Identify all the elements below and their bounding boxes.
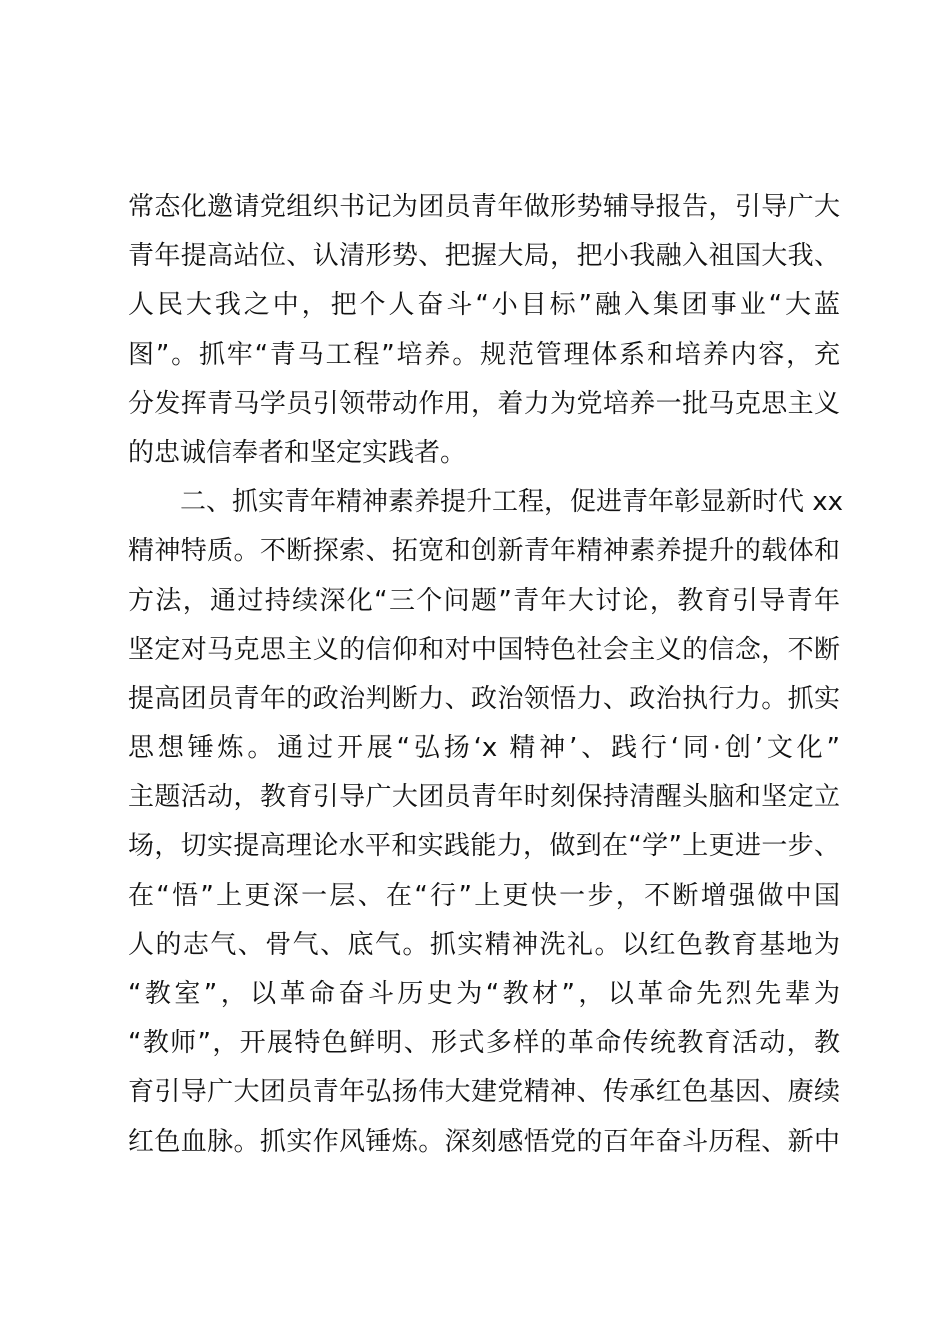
paragraph-2 bbox=[128, 478, 844, 1167]
document-body bbox=[128, 183, 844, 1167]
paragraph-line: 精神特质。不断探索、拓宽和创新青年精神素养提升的载体和 bbox=[128, 536, 840, 567]
paragraph-line: 分发挥青马学员引领带动作用，着力为党培养一批马克思主义 bbox=[128, 388, 840, 419]
paragraph-line: 红色血脉。抓实作风锤炼。深刻感悟党的百年奋斗历程、新中 bbox=[128, 1126, 840, 1157]
paragraph-line: 在“悟”上更深一层、在“行”上更快一步，不断增强做中国 bbox=[128, 880, 840, 911]
paragraph-line: 场，切实提高理论水平和实践能力，做到在“学”上更进一步、 bbox=[128, 831, 840, 862]
paragraph-line: “教师”，开展特色鲜明、形式多样的革命传统教育活动，教 bbox=[128, 1028, 840, 1059]
paragraph-line: 主题活动，教育引导广大团员青年时刻保持清醒头脑和坚定立 bbox=[128, 782, 840, 813]
paragraph-line: 常态化邀请党组织书记为团员青年做形势辅导报告，引导广大 bbox=[128, 192, 840, 222]
paragraph-line: 图”。抓牢“青马工程”培养。规范管理体系和培养内容，充 bbox=[128, 339, 840, 370]
paragraph-line: 育引导广大团员青年弘扬伟大建党精神、传承红色基因、赓续 bbox=[128, 1077, 840, 1108]
paragraph-line: “教室”，以革命奋斗历史为“教材”，以革命先烈先辈为 bbox=[128, 979, 840, 1009]
paragraph-line: 人的志气、骨气、底气。抓实精神洗礼。以红色教育基地为 bbox=[128, 929, 840, 960]
paragraph-line: 的忠诚信奉者和坚定实践者。 bbox=[128, 437, 467, 468]
paragraph-line: 二、抓实青年精神素养提升工程，促进青年彰显新时代 xx bbox=[128, 487, 844, 518]
paragraph-1 bbox=[128, 183, 840, 478]
paragraph-line: 提高团员青年的政治判断力、政治领悟力、政治执行力。抓实 bbox=[128, 683, 840, 714]
paragraph-line: 坚定对马克思主义的信仰和对中国特色社会主义的信念，不断 bbox=[128, 634, 840, 665]
paragraph-line: 方法，通过持续深化“三个问题”青年大讨论，教育引导青年 bbox=[128, 585, 840, 616]
paragraph-line: 思想锤炼。通过开展“弘扬‘x 精神’、践行‘同·创’文化” bbox=[128, 733, 840, 764]
paragraph-line: 人民大我之中，把个人奋斗“小目标”融入集团事业“大蓝 bbox=[128, 290, 840, 321]
paragraph-line: 青年提高站位、认清形势、把握大局，把小我融入祖国大我、 bbox=[128, 241, 840, 272]
